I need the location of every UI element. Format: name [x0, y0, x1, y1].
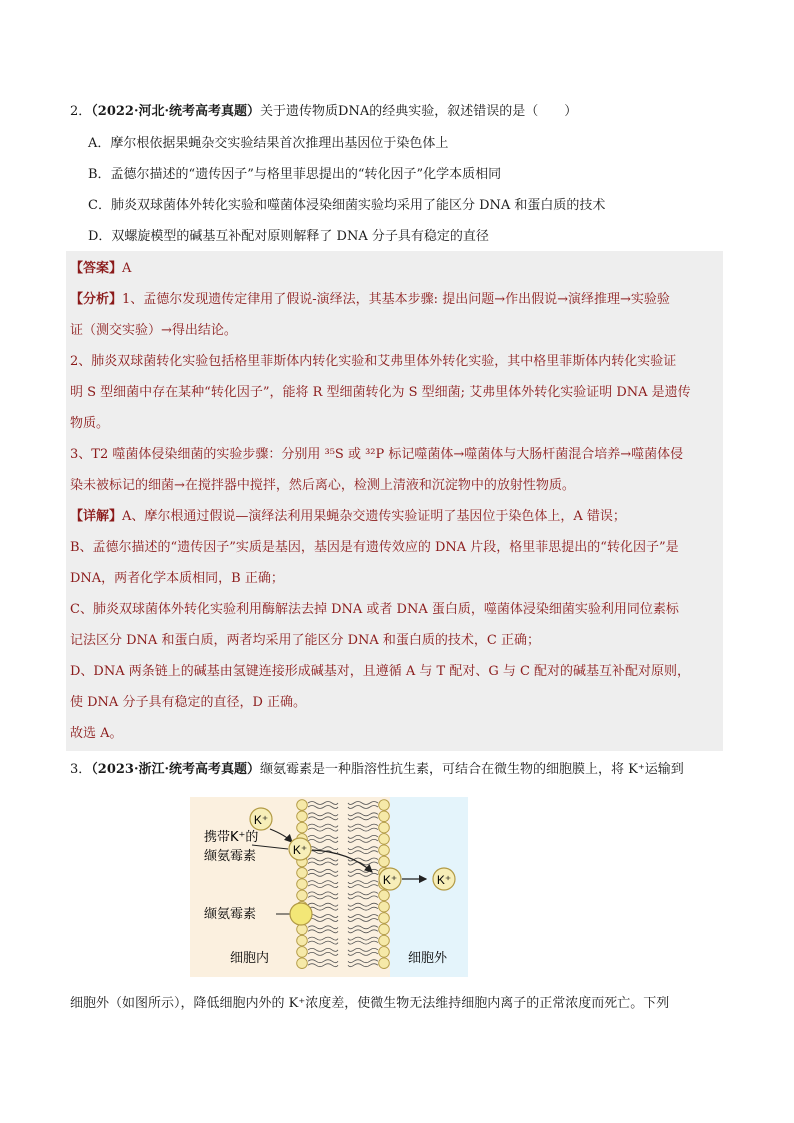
- detail-text: DNA，两者化学本质相同，B 正确；: [70, 571, 284, 586]
- analysis-text: 2、肺炎双球菌转化实验包括格里菲斯体内转化实验和艾弗里体外转化实验，其中格里菲斯体内转化实验证: [70, 354, 677, 369]
- inside-cell-label: 细胞内: [230, 951, 270, 966]
- option-d: D．双螺旋模型的碱基互补配对原则解释了 DNA 分子具有稳定的直径: [88, 229, 489, 244]
- lipid-head: [379, 822, 390, 833]
- answer-value: A: [122, 261, 132, 276]
- lipid-head: [379, 834, 390, 845]
- ion-label: K⁺: [436, 873, 452, 887]
- ion-label: K⁺: [382, 873, 398, 887]
- lipid-head: [297, 958, 308, 969]
- lipid-head: [379, 901, 390, 912]
- valinomycin-label: 缬氨霉素: [204, 907, 257, 922]
- detail-text: 使 DNA 分子具有稳定的直径，D 正确。: [70, 695, 307, 710]
- analysis-text: 3、T2 噬菌体侵染细菌的实验步骤：分别用 ³⁵S 或 ³²P 标记噬菌体→噬菌体与大肠杆菌混合培养→噬菌体侵: [70, 447, 684, 462]
- detail-label: 【详解】: [70, 509, 123, 524]
- answer-label: 【答案】: [70, 261, 123, 276]
- question-source: （2022·河北·统考高考真题）: [91, 104, 261, 119]
- question-source: （2023·浙江·统考高考真题）: [91, 762, 261, 777]
- lipid-head: [297, 879, 308, 890]
- detail-text: C、肺炎双球菌体外转化实验利用酶解法去掉 DNA 或者 DNA 蛋白质，噬菌体浸染细菌实验利用同位素标: [70, 602, 679, 617]
- lipid-head: [297, 924, 308, 935]
- question-number: 2．: [70, 104, 92, 119]
- answer-explanation-box: [66, 251, 723, 751]
- lipid-head: [379, 924, 390, 935]
- carrier-label-line-1: 携带K⁺的: [204, 830, 259, 845]
- question-text: 关于遗传物质DNA的经典实验，叙述错误的是（ ）: [260, 104, 578, 119]
- detail-line: [70, 507, 626, 527]
- detail-text: A、摩尔根通过假说—演绎法利用果蝇杂交遗传实验证明了基因位于染色体上，A 错误；: [122, 509, 626, 524]
- lipid-head: [297, 800, 308, 811]
- question-text: 缬氨霉素是一种脂溶性抗生素，可结合在微生物的细胞膜上，将 K⁺运输到: [260, 762, 684, 777]
- lipid-head: [379, 935, 390, 946]
- lipid-head: [379, 800, 390, 811]
- analysis-line: [70, 290, 670, 310]
- answer-line: [70, 259, 131, 279]
- analysis-text: 染未被标记的细菌→在搅拌器中搅拌，然后离心，检测上清液和沉淀物中的放射性物质。: [70, 478, 575, 493]
- question-3-stem: [70, 760, 684, 780]
- cell-outside-region: [390, 797, 468, 977]
- analysis-text: 1、孟德尔发现遗传定律用了假说-演绎法，其基本步骤: 提出问题→作出假说→演绎推理→实验验: [122, 292, 670, 307]
- lipid-head: [297, 947, 308, 958]
- conclusion-text: 故选 A。: [70, 726, 123, 741]
- option-a: A．摩尔根依据果蝇杂交实验结果首次推理出基因位于染色体上: [88, 136, 449, 151]
- valinomycin-molecule: [290, 903, 312, 925]
- lipid-head: [379, 856, 390, 867]
- analysis-label: 【分析】: [70, 292, 123, 307]
- lipid-head: [379, 947, 390, 958]
- lipid-head: [297, 935, 308, 946]
- question-3-continued: 细胞外（如图所示），降低细胞内外的 K⁺浓度差，使微生物无法维持细胞内离子的正常浓度而死亡。下列: [70, 996, 670, 1011]
- carrier-label-line-2: 缬氨霉素: [204, 849, 257, 864]
- analysis-text: 证（测交实验）→得出结论。: [70, 323, 237, 338]
- option-c: C．肺炎双球菌体外转化实验和噬菌体浸染细菌实验均采用了能区分 DNA 和蛋白质的技术: [88, 198, 606, 213]
- detail-text: D、DNA 两条链上的碱基由氢键连接形成碱基对，且遵循 A 与 T 配对、G 与 C 配对的碱基互补配对原则，: [70, 664, 691, 679]
- lipid-head: [297, 868, 308, 879]
- lipid-head: [297, 822, 308, 833]
- outside-cell-label: 细胞外: [408, 951, 448, 966]
- lipid-head: [379, 811, 390, 822]
- option-b: B．孟德尔描述的“遗传因子”与格里菲思提出的“转化因子”化学本质相同: [88, 167, 502, 182]
- lipid-head: [379, 958, 390, 969]
- cell-inside-region: [190, 797, 396, 977]
- lipid-head: [297, 811, 308, 822]
- lipid-head: [297, 890, 308, 901]
- analysis-text: 物质。: [70, 416, 110, 431]
- question-2-stem: [70, 102, 577, 122]
- analysis-text: 明 S 型细菌中存在某种“转化因子”，能将 R 型细菌转化为 S 型细菌; 艾弗里体外转化实验证明 DNA 是遗传: [70, 385, 691, 400]
- detail-text: 记法区分 DNA 和蛋白质，两者均采用了能区分 DNA 和蛋白质的技术，C 正确；: [70, 633, 540, 648]
- question-number: 3．: [70, 762, 92, 777]
- lipid-head: [379, 913, 390, 924]
- membrane-transport-diagram: [190, 797, 468, 977]
- detail-text: B、孟德尔描述的“遗传因子”实质是基因，基因是有遗传效应的 DNA 片段，格里菲思提出的“转化因子”是: [70, 540, 679, 555]
- ion-label: K⁺: [253, 813, 269, 827]
- lipid-head: [379, 845, 390, 856]
- lipid-head: [379, 890, 390, 901]
- ion-label: K⁺: [292, 843, 308, 857]
